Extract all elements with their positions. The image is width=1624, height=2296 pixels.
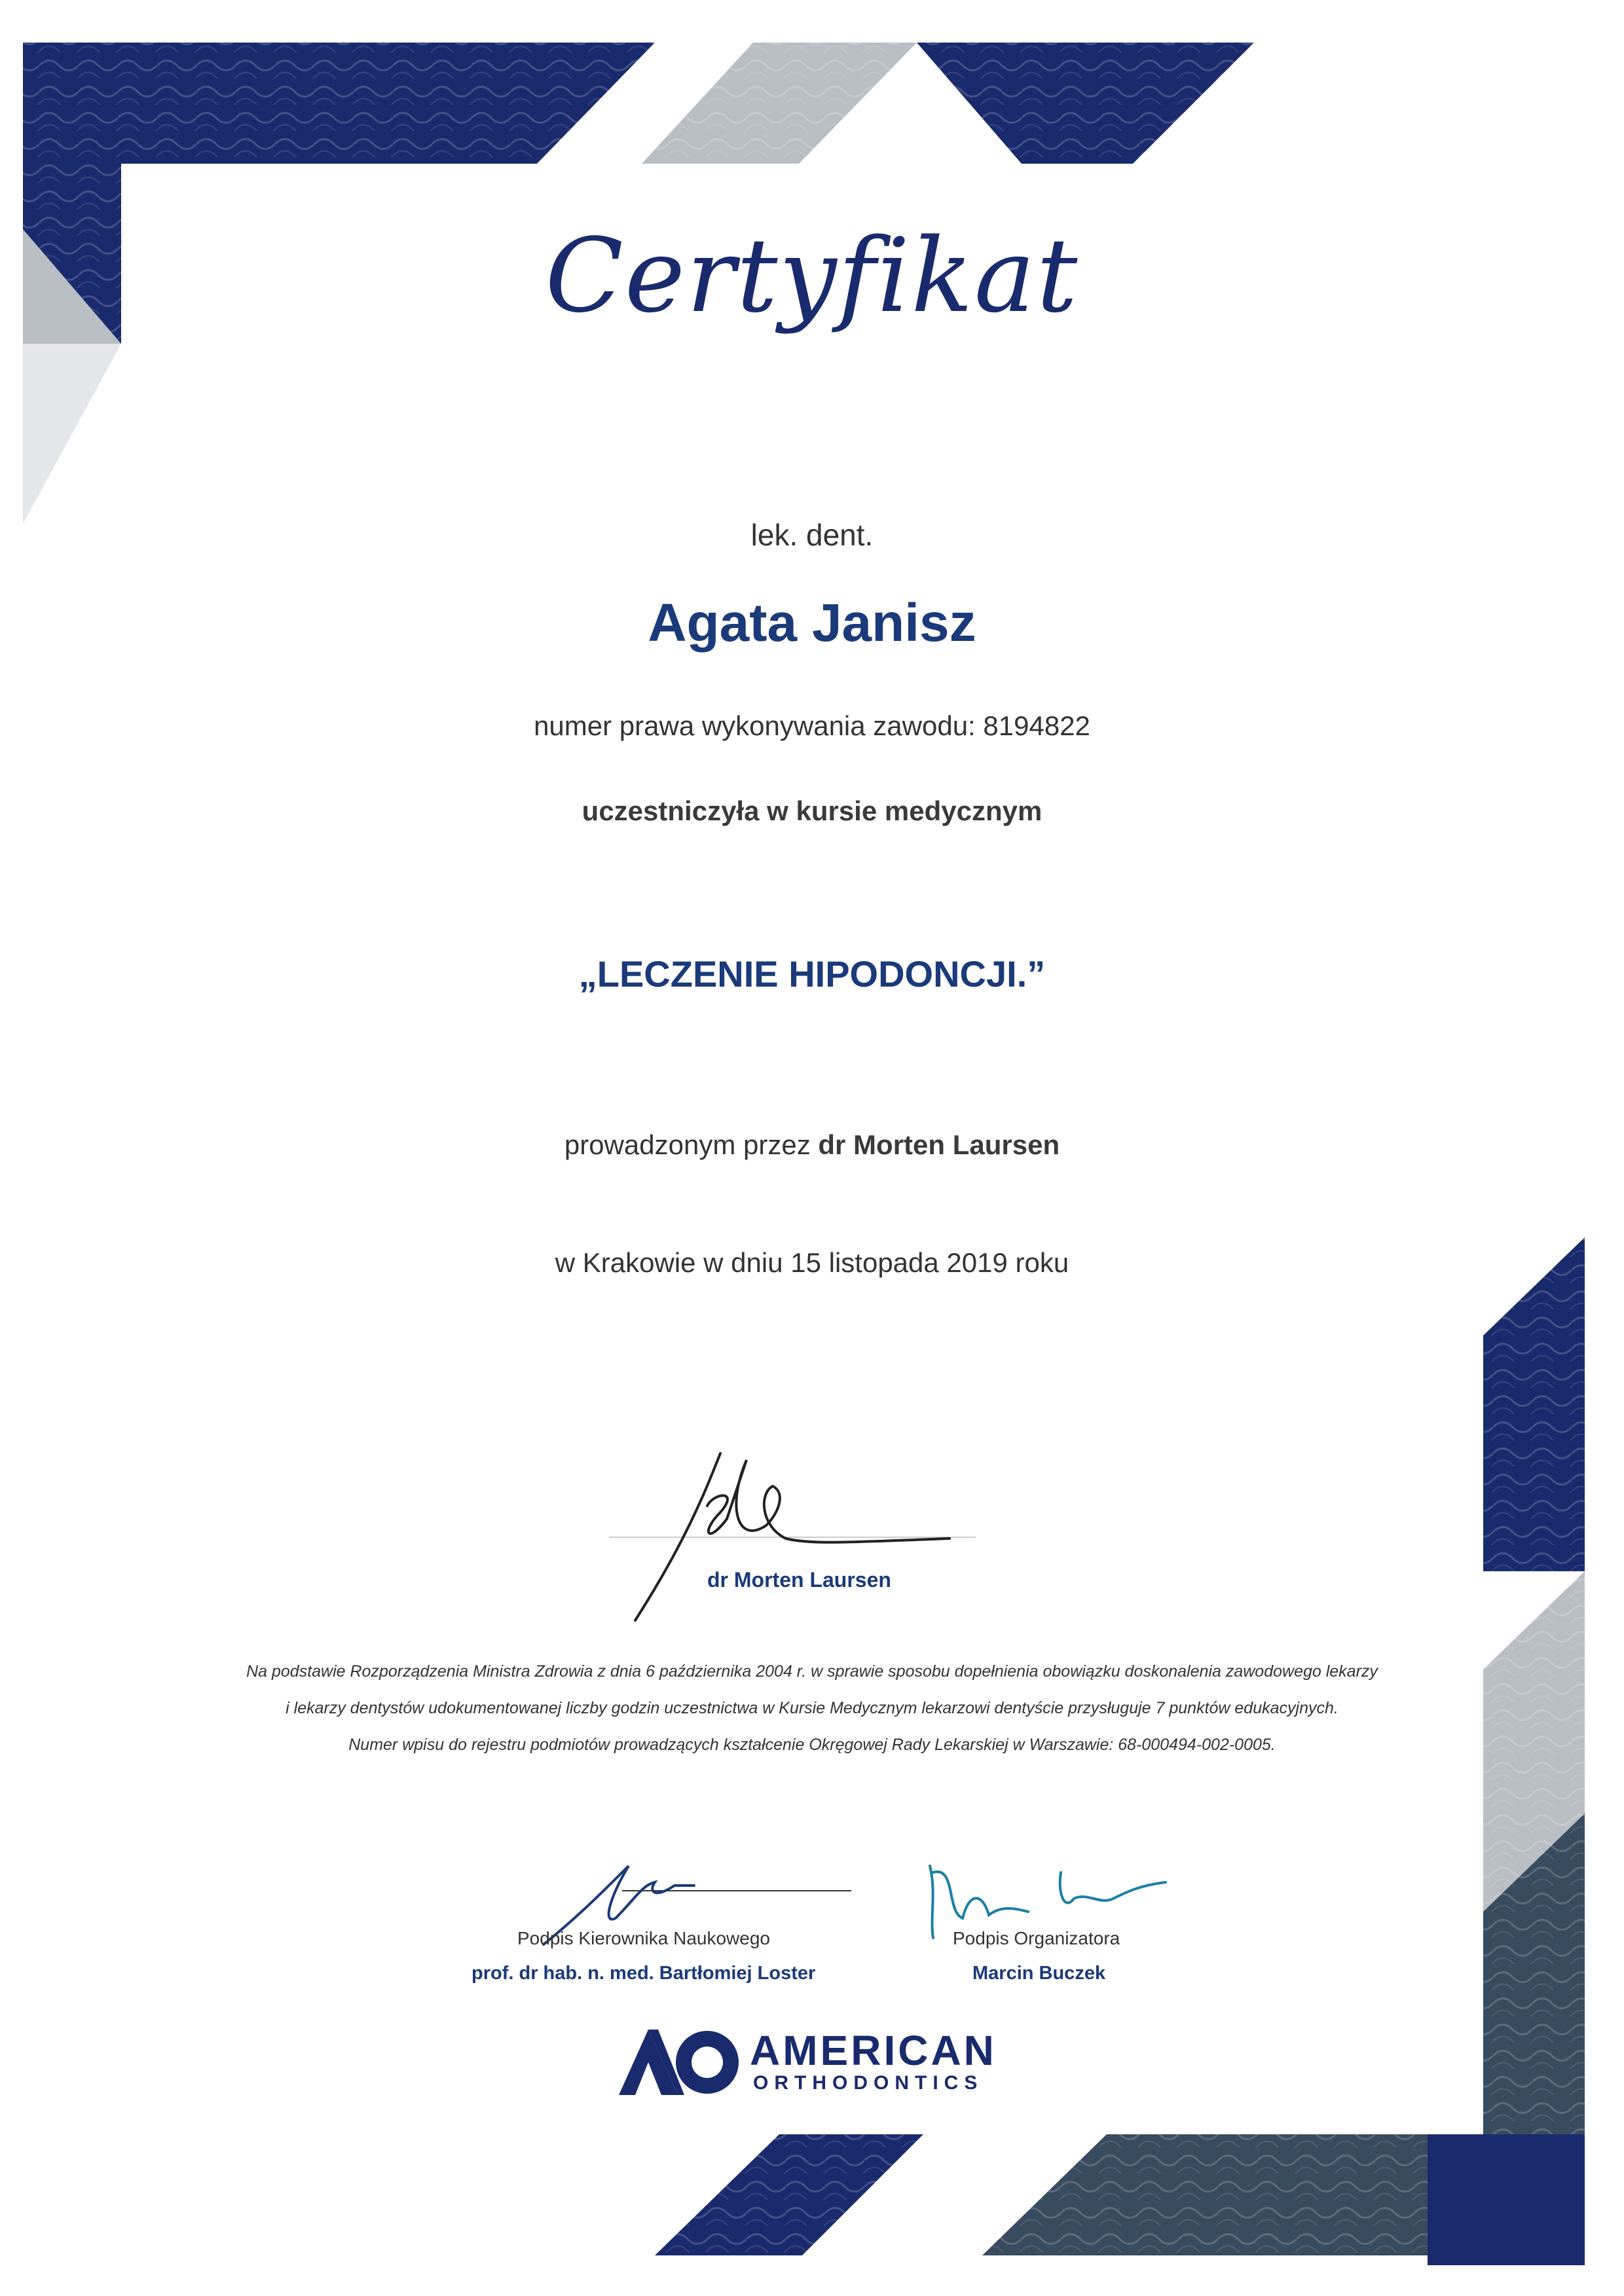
ao-logo-icon	[619, 2026, 743, 2098]
lecturer-name: dr Morten Laursen	[707, 1568, 891, 1592]
lecturer-signature	[609, 1434, 989, 1630]
license-label: numer prawa wykonywania zawodu:	[534, 710, 976, 741]
legal-line-2: i lekarzy dentystów udokumentowanej liczby godzin uczestnictwa w Kursie Medycznym lekarzowi dentyście przysługuje 7 punktów edukacyjnych.	[286, 1699, 1338, 1717]
place-date: w Krakowie w dniu 15 listopada 2019 roku	[555, 1247, 1069, 1278]
logo-text-orthodontics: ORTHODONTICS	[753, 2072, 984, 2094]
participation-text: uczestniczyła w kursie medycznym	[581, 795, 1043, 826]
title-prefix: lek. dent.	[750, 518, 874, 552]
organizer-name: Marcin Buczek	[972, 1963, 1106, 1984]
legal-line-1: Na podstawie Rozporządzenia Ministra Zdrowia z dnia 6 października 2004 r. w sprawie sposobu dopełnienia obowiązku doskonalenia zawodowego lekarzy	[246, 1662, 1378, 1681]
legal-notice	[196, 1653, 1428, 1763]
organizer-label: Podpis Organizatora	[953, 1928, 1120, 1948]
license-line	[0, 710, 1624, 742]
led-by-line	[0, 1129, 1624, 1161]
license-number: 8194822	[983, 710, 1090, 741]
bottom-right-navy-corner	[1428, 2134, 1585, 2265]
led-by-prefix: prowadzonym przez	[564, 1129, 811, 1160]
left-edge-silver	[23, 344, 121, 524]
certificate-title: Certyfikat	[545, 216, 1079, 335]
scientific-director-name: prof. dr hab. n. med. Bartłomiej Loster	[471, 1963, 816, 1984]
course-title: „LECZENIE HIPODONCJI.”	[578, 953, 1046, 994]
american-orthodontics-logo	[619, 2026, 997, 2098]
logo-text-american: AMERICAN	[750, 2027, 997, 2074]
scientific-director-label: Podpis Kierownika Naukowego	[517, 1928, 770, 1948]
recipient-name: Agata Janisz	[648, 593, 976, 653]
legal-line-3: Numer wpisu do rejestru podmiotów prowadzących kształcenie Okręgowej Rady Lekarskiej w Warszawie: 68-000494-002-0005.	[348, 1736, 1276, 1754]
led-by-name: dr Morten Laursen	[818, 1129, 1060, 1160]
